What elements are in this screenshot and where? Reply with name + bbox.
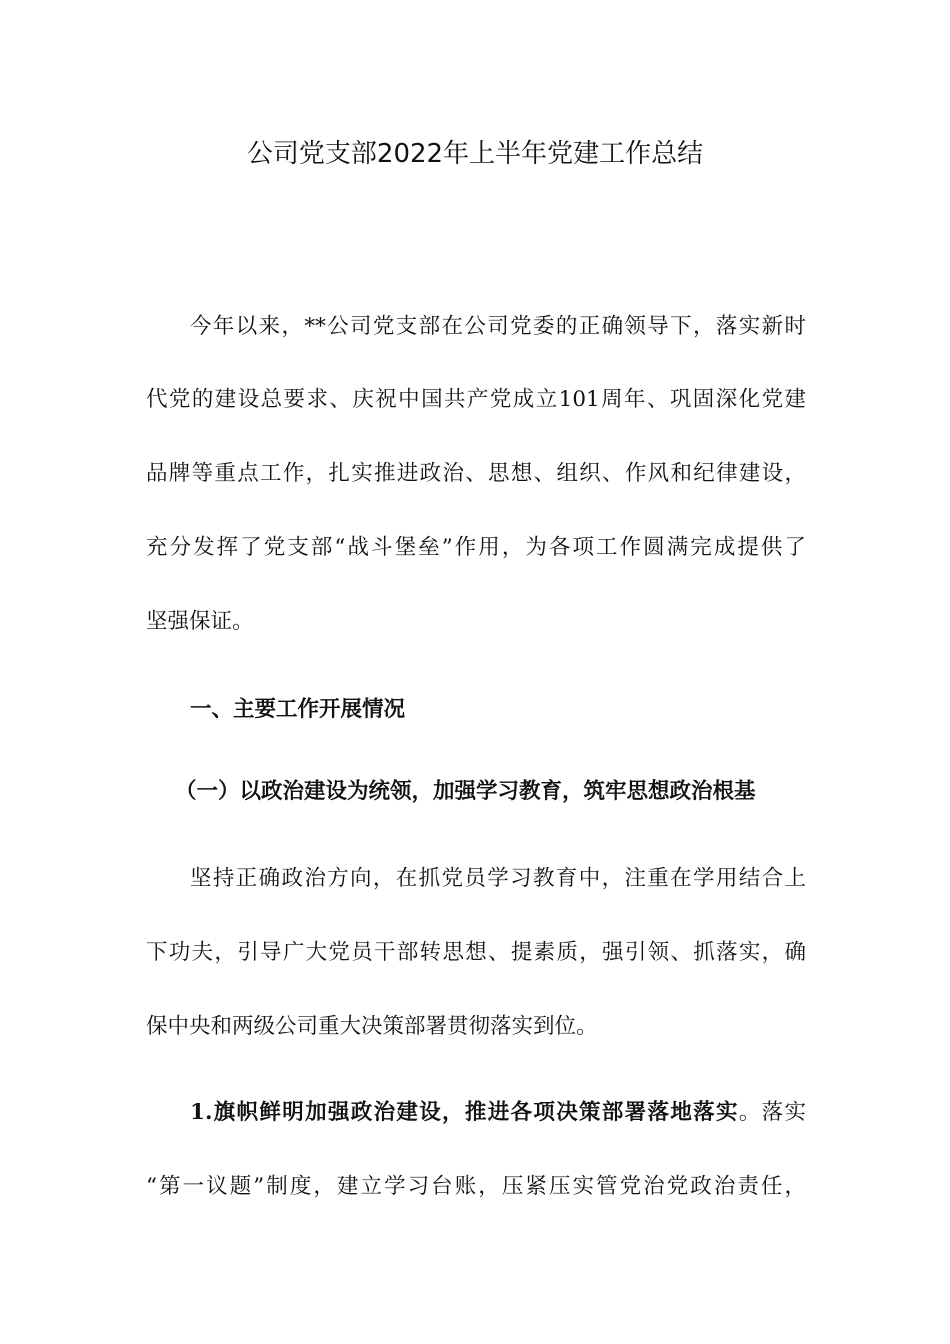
intro-line-3: 品牌等重点工作，扎实推进政治、思想、组织、作风和纪律建设， — [146, 461, 806, 486]
item1-bold-title: 1.旗帜鲜明加强政治建设，推进各项决策部署落地落实 — [190, 1100, 739, 1125]
intro-line-1: 今年以来，**公司党支部在公司党委的正确领导下，落实新时 — [190, 314, 806, 339]
item1-line-2: “第一议题”制度，建立学习台账，压紧压实管党治党政治责任， — [146, 1174, 806, 1199]
body1-line-2: 下功夫，引导广大党员干部转思想、提素质，强引领、抓落实，确 — [146, 940, 806, 965]
document-title: 公司党支部2022年上半年党建工作总结 — [246, 139, 704, 169]
body1-line-1: 坚持正确政治方向，在抓党员学习教育中，注重在学用结合上 — [190, 866, 806, 891]
intro-line-4: 充分发挥了党支部“战斗堡垒”作用，为各项工作圆满完成提供了 — [146, 535, 806, 560]
body1-line-3: 保中央和两级公司重大决策部署贯彻落实到位。 — [146, 1014, 598, 1039]
section-heading-1: 一、主要工作开展情况 — [190, 697, 406, 722]
subsection-heading-1: （一）以政治建设为统领，加强学习教育，筑牢思想政治根基 — [175, 779, 756, 804]
intro-line-2: 代党的建设总要求、庆祝中国共产党成立101周年、巩固深化党建 — [146, 387, 806, 412]
intro-line-5: 坚强保证。 — [146, 609, 254, 634]
item1-rest: 。落实 — [738, 1100, 806, 1125]
item1-line-1 — [190, 1098, 806, 1128]
